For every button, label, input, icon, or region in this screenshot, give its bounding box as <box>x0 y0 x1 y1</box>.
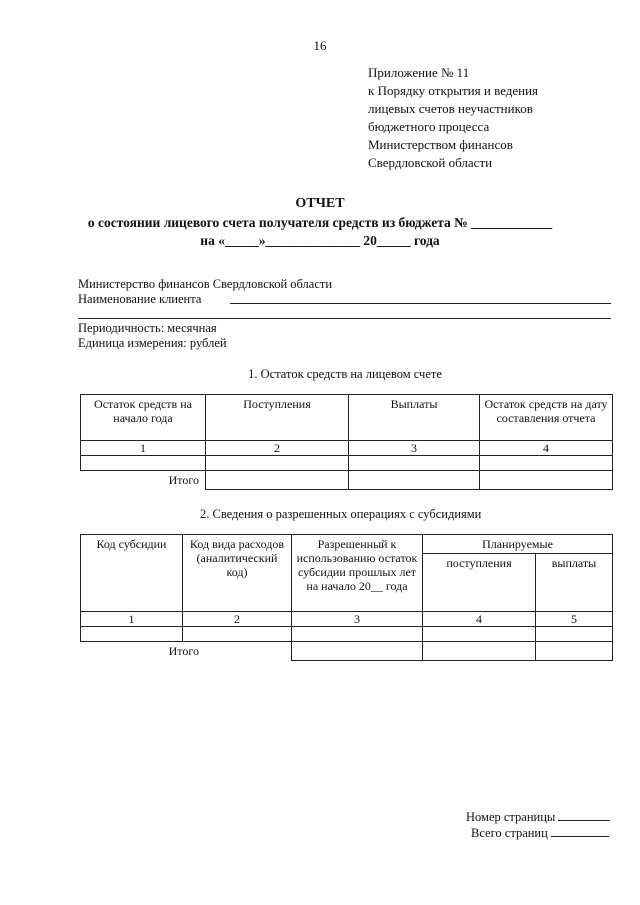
table1-cell <box>480 456 613 471</box>
page-number-label: Номер страницы <box>466 810 556 824</box>
appendix-line: бюджетного процесса <box>368 119 490 134</box>
table1-header: Поступления <box>206 395 349 441</box>
client-name-line <box>230 303 611 304</box>
table1-col-number: 1 <box>81 441 206 456</box>
total-pages-field <box>471 824 609 842</box>
table2-col-number: 2 <box>183 612 292 627</box>
client-name-label: Наименование клиента <box>78 292 202 306</box>
table1-balance <box>80 394 613 490</box>
table2-header: Код вида расходов (аналитический код) <box>183 535 292 612</box>
table2-col-number: 1 <box>81 612 183 627</box>
appendix-line: к Порядку открытия и ведения <box>368 83 539 98</box>
table1-col-number: 3 <box>349 441 480 456</box>
appendix-line: Министерством финансов <box>368 137 513 152</box>
table2-cell <box>183 627 292 642</box>
report-title: ОТЧЕТ <box>295 196 345 211</box>
table2-header-row <box>81 535 613 554</box>
table2-col-number: 5 <box>536 612 613 627</box>
table2-total-cell <box>423 642 536 661</box>
table2-caption: 2. Сведения о разрешенных операциях с субсидиями <box>200 507 482 521</box>
table2-total-row <box>81 642 613 661</box>
table2-total-cell <box>536 642 613 661</box>
table2-cell <box>292 627 423 642</box>
table1-data-row <box>81 456 613 471</box>
table1-total-label: Итого <box>168 473 199 487</box>
appendix-line: Свердловской области <box>368 155 493 170</box>
table1-header: Остаток средств на начало года <box>81 395 206 441</box>
table2-planned-header: Планируемые <box>423 535 613 554</box>
appendix-line: Приложение № 11 <box>368 65 470 80</box>
table2-subheader: выплаты <box>536 554 613 612</box>
report-subtitle <box>0 214 640 250</box>
table2-total-cell <box>292 642 423 661</box>
unit-of-measure: Единица измерения: рублей <box>78 336 227 350</box>
total-pages-label: Всего страниц <box>471 826 548 840</box>
periodicity: Периодичность: месячная <box>78 321 217 335</box>
table1-cell <box>349 456 480 471</box>
table2-number-row <box>81 612 613 627</box>
table1-cell <box>81 456 206 471</box>
appendix-block <box>368 64 538 172</box>
table2-cell <box>81 627 183 642</box>
appendix-line: лицевых счетов неучастников <box>368 101 533 116</box>
table1-cell <box>206 456 349 471</box>
table1-total-cell <box>480 471 613 490</box>
table1-col-number: 2 <box>206 441 349 456</box>
ministry-name: Министерство финансов Свердловской области <box>78 277 333 291</box>
table1-col-number: 4 <box>480 441 613 456</box>
table2-subheader: поступления <box>423 554 536 612</box>
table1-total-cell <box>206 471 349 490</box>
report-subtitle-line2: на «_____»______________ 20_____ года <box>200 233 440 248</box>
table2-col-number: 3 <box>292 612 423 627</box>
table1-total-row <box>81 471 613 490</box>
table2-total-label: Итого <box>168 644 199 658</box>
table2-subsidies <box>80 534 613 661</box>
total-pages-blank <box>551 824 609 837</box>
table1-total-cell <box>349 471 480 490</box>
report-subtitle-line1: о состоянии лицевого счета получателя средств из бюджета № ____________ <box>87 215 553 230</box>
table1-caption: 1. Остаток средств на лицевом счете <box>248 367 442 381</box>
table2-cell <box>536 627 613 642</box>
separator-line <box>78 318 611 319</box>
page-number: 16 <box>313 38 327 53</box>
table2-header: Код субсидии <box>81 535 183 612</box>
table2-data-row <box>81 627 613 642</box>
table1-number-row <box>81 441 613 456</box>
table1-header: Остаток средств на дату составления отчета <box>480 395 613 441</box>
table1-header: Выплаты <box>349 395 480 441</box>
table2-cell <box>423 627 536 642</box>
table2-header: Разрешенный к использованию остаток субсидии прошлых лет на начало 20__ года <box>292 535 423 612</box>
page-number-blank <box>558 808 610 821</box>
table1-header-row <box>81 395 613 441</box>
table2-col-number: 4 <box>423 612 536 627</box>
